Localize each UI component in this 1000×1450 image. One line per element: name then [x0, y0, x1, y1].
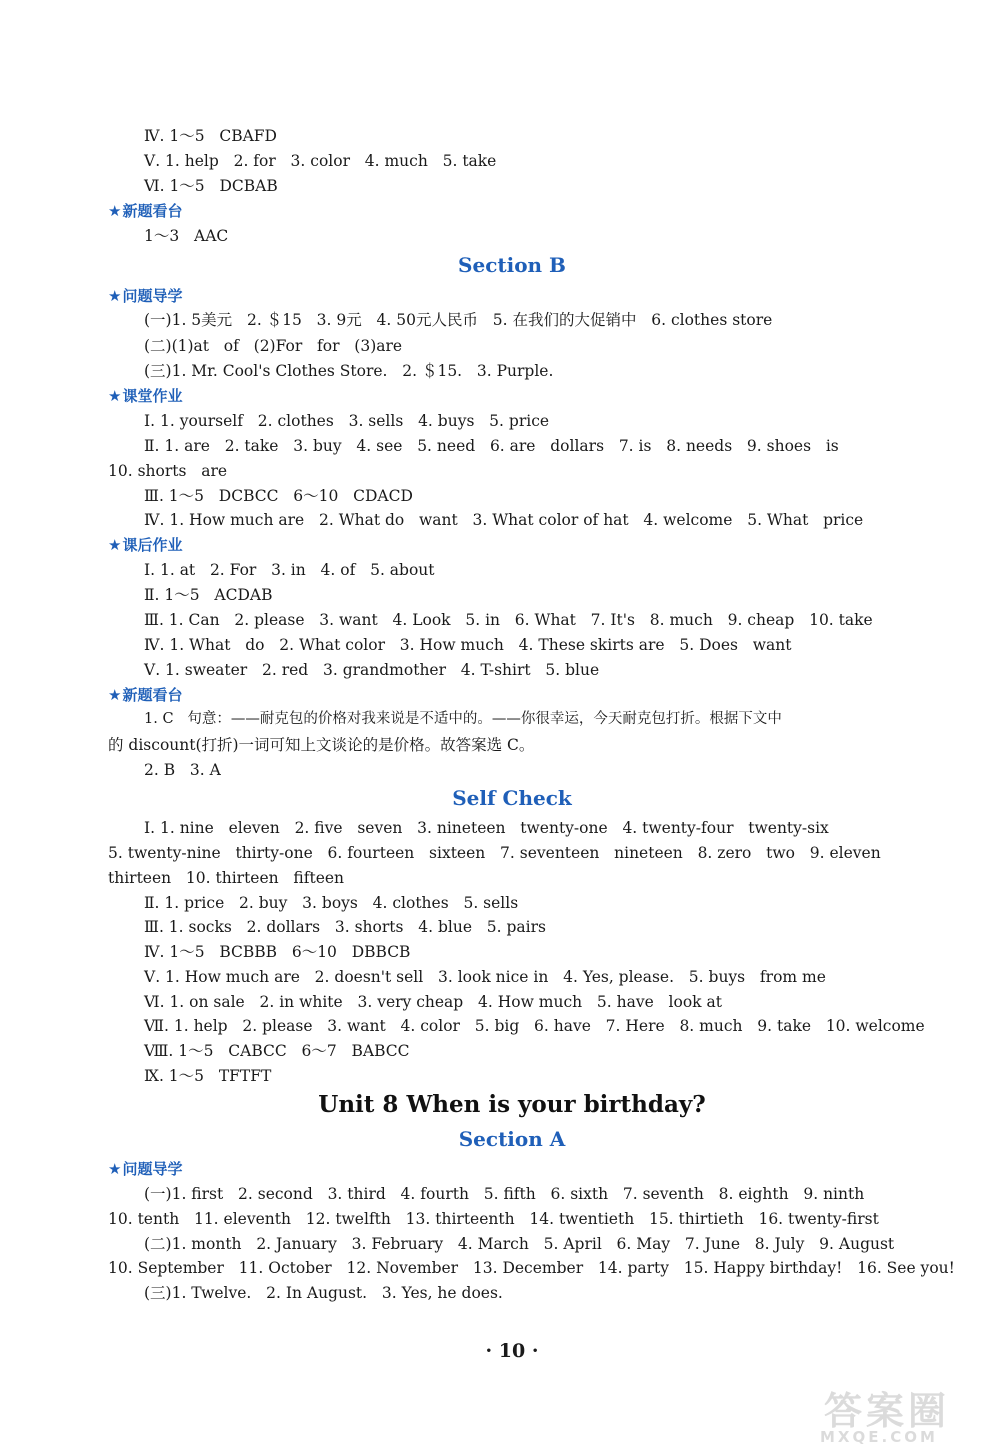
answer-line: 1. C 句意：——耐克包的价格对我来说是不适中的。——你很幸运，今天耐克包打折。根据下文中	[144, 711, 782, 727]
answer-line: Ⅳ. 1. How much are 2. What do want 3. What color of hat 4. welcome 5. What price	[144, 511, 864, 529]
answer-line: (二)1. month 2. January 3. February 4. March 5. April 6. May 7. June 8. July 9. August	[144, 1235, 895, 1253]
section-tag	[108, 386, 182, 406]
answer-line: Ⅵ. 1～5 DCBAB	[144, 177, 278, 195]
section-heading: Section A	[458, 1127, 566, 1151]
answer-line: Ⅵ. 1. on sale 2. in white 3. very cheap 4. How much 5. have look at	[144, 993, 722, 1011]
answer-line: Ⅱ. 1～5 ACDAB	[144, 586, 273, 604]
tag-label: 课后作业	[122, 536, 183, 554]
answer-line: 的 discount(打折)一词可知上文谈论的是价格。故答案选 C。	[108, 736, 535, 754]
answer-line: Ⅱ. 1. price 2. buy 3. boys 4. clothes 5. sells	[144, 894, 519, 912]
section-tag	[108, 1159, 182, 1179]
tag-label: 课堂作业	[122, 387, 183, 405]
section-heading: Section B	[458, 253, 566, 277]
answer-line: 10. shorts are	[108, 462, 228, 480]
answer-line: Ⅰ. 1. at 2. For 3. in 4. of 5. about	[144, 561, 435, 579]
tag-label: 问题导学	[122, 287, 183, 305]
answer-line: Ⅴ. 1. help 2. for 3. color 4. much 5. take	[144, 152, 497, 170]
answer-line: Ⅴ. 1. How much are 2. doesn't sell 3. look nice in 4. Yes, please. 5. buys from me	[144, 968, 826, 986]
answer-line: 10. September 11. October 12. November 13. December 14. party 15. Happy birthday! 16. See you!	[108, 1259, 955, 1277]
section-tag	[108, 201, 182, 221]
answer-line: Ⅲ. 1～5 DCBCC 6～10 CDACD	[144, 487, 413, 505]
answer-line: (三)1. Twelve. 2. In August. 3. Yes, he does.	[144, 1284, 503, 1302]
unit-heading: Unit 8 When is your birthday?	[318, 1091, 706, 1118]
answer-line: Ⅳ. 1. What do 2. What color 3. How much 4. These skirts are 5. Does want	[144, 636, 792, 654]
answer-line: Ⅲ. 1. socks 2. dollars 3. shorts 4. blue 5. pairs	[144, 918, 546, 936]
page-number: · 10 ·	[485, 1340, 539, 1362]
answer-line: Ⅳ. 1～5 BCBBB 6～10 DBBCB	[144, 943, 411, 961]
answer-line: 10. tenth 11. eleventh 12. twelfth 13. thirteenth 14. twentieth 15. thirtieth 16. twenty-first	[108, 1210, 879, 1228]
section-tag	[108, 685, 182, 705]
answer-line: 1～3 AAC	[144, 227, 229, 245]
tag-label: 新题看台	[122, 202, 183, 220]
answer-line: Ⅰ. 1. nine eleven 2. five seven 3. nineteen twenty-one 4. twenty-four twenty-six	[144, 819, 829, 837]
answer-line: Ⅸ. 1～5 TFTFT	[144, 1067, 272, 1085]
answer-line: Ⅰ. 1. yourself 2. clothes 3. sells 4. buys 5. price	[144, 412, 550, 430]
section-tag	[108, 286, 182, 306]
answer-line: thirteen 10. thirteen fifteen	[108, 869, 345, 887]
tag-label: 问题导学	[122, 1160, 183, 1178]
star-icon: ★	[108, 536, 122, 554]
tag-label: 新题看台	[122, 686, 183, 704]
answer-line: Ⅱ. 1. are 2. take 3. buy 4. see 5. need 6. are dollars 7. is 8. needs 9. shoes is	[144, 437, 839, 455]
watermark-url: MXQE.COM	[820, 1428, 938, 1446]
watermark-logo	[818, 1380, 998, 1446]
star-icon: ★	[108, 287, 122, 305]
answer-line: (三)1. Mr. Cool's Clothes Store. 2. ＄15. 3. Purple.	[144, 362, 554, 380]
section-tag	[108, 535, 182, 555]
answer-line: (二)(1)at of (2)For for (3)are	[144, 337, 403, 355]
answer-line: 5. twenty-nine thirty-one 6. fourteen sixteen 7. seventeen nineteen 8. zero two 9. eleven	[108, 844, 881, 862]
answer-line: 2. B 3. A	[144, 761, 221, 779]
answer-line: (一)1. first 2. second 3. third 4. fourth 5. fifth 6. sixth 7. seventh 8. eighth 9. ninth	[144, 1185, 865, 1203]
watermark-text: 答案圈	[824, 1389, 951, 1433]
star-icon: ★	[108, 686, 122, 704]
answer-line: Ⅷ. 1～5 CABCC 6～7 BABCC	[144, 1042, 410, 1060]
star-icon: ★	[108, 1160, 122, 1178]
answer-line: Ⅳ. 1～5 CBAFD	[144, 127, 277, 145]
answer-line: Ⅶ. 1. help 2. please 3. want 4. color 5. big 6. have 7. Here 8. much 9. take 10. welcome	[144, 1017, 925, 1035]
answer-line: (一)1. 5美元 2. ＄15 3. 9元 4. 50元人民币 5. 在我们的大促销中 6. clothes store	[144, 311, 773, 329]
star-icon: ★	[108, 202, 122, 220]
answer-line: Ⅲ. 1. Can 2. please 3. want 4. Look 5. in 6. What 7. It's 8. much 9. cheap 10. take	[144, 611, 873, 629]
section-heading: Self Check	[452, 786, 572, 810]
star-icon: ★	[108, 387, 122, 405]
answer-line: Ⅴ. 1. sweater 2. red 3. grandmother 4. T-shirt 5. blue	[144, 661, 600, 679]
